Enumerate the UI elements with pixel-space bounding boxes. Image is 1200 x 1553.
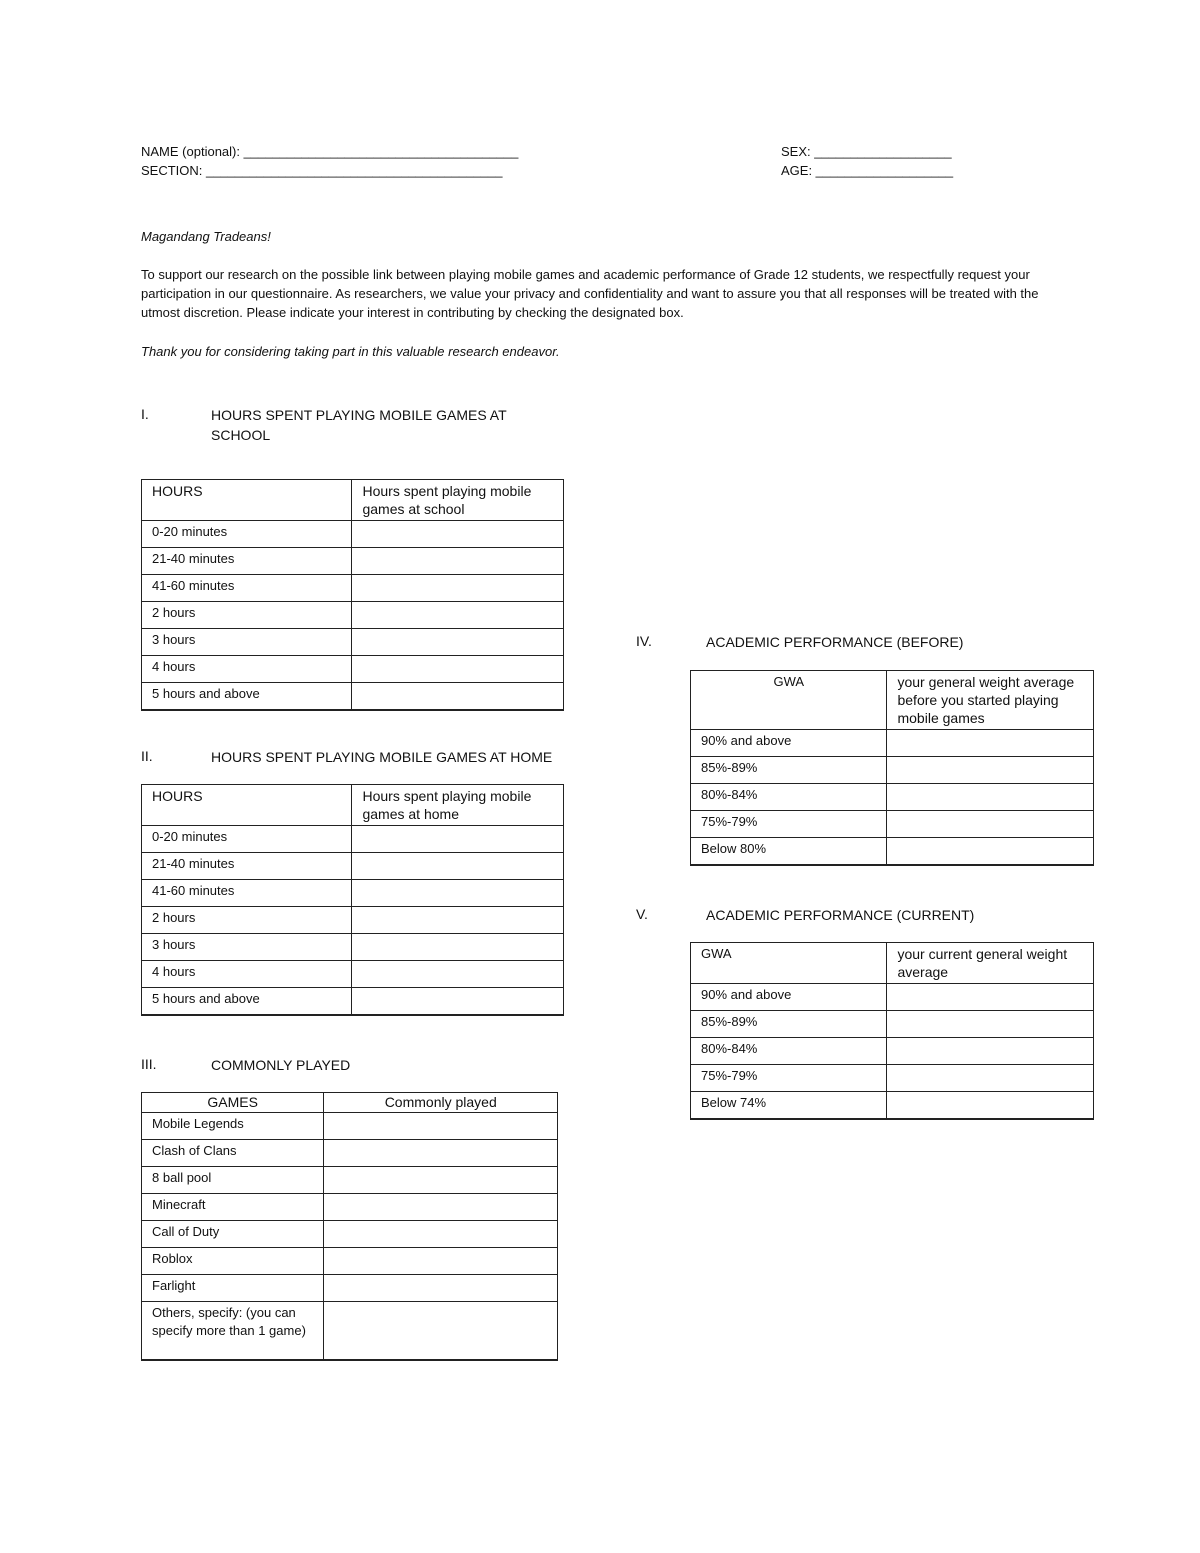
row-label: 21-40 minutes — [142, 853, 352, 880]
row-label: Farlight — [142, 1275, 324, 1302]
gwa-before-table — [690, 670, 1094, 866]
table-row — [142, 683, 564, 710]
row-label: 85%-89% — [691, 757, 887, 784]
table-row — [142, 988, 564, 1015]
table-row — [691, 984, 1094, 1011]
table-row — [142, 880, 564, 907]
answer-cell[interactable] — [324, 1140, 558, 1167]
table-header-row — [691, 671, 1094, 730]
answer-cell[interactable] — [352, 907, 564, 934]
answer-cell[interactable] — [887, 811, 1094, 838]
answer-cell[interactable] — [887, 784, 1094, 811]
table-row — [142, 826, 564, 853]
row-label: Minecraft — [142, 1194, 324, 1221]
games-table — [141, 1092, 558, 1361]
row-label: 5 hours and above — [142, 988, 352, 1015]
column-header: GWA — [691, 943, 887, 984]
table-header-row — [142, 480, 564, 521]
answer-cell[interactable] — [887, 838, 1094, 865]
answer-cell[interactable] — [352, 880, 564, 907]
row-label: 4 hours — [142, 656, 352, 683]
section-1-number: I. — [141, 406, 149, 422]
answer-cell[interactable] — [887, 1092, 1094, 1119]
column-header: HOURS — [142, 785, 352, 826]
table-row — [142, 934, 564, 961]
answer-cell[interactable] — [324, 1275, 558, 1302]
answer-cell[interactable] — [324, 1167, 558, 1194]
table-row — [142, 961, 564, 988]
row-label: Mobile Legends — [142, 1113, 324, 1140]
answer-cell[interactable] — [352, 853, 564, 880]
section-5-number: V. — [636, 906, 648, 922]
row-label: Below 74% — [691, 1092, 887, 1119]
table-row — [142, 548, 564, 575]
section-4-number: IV. — [636, 633, 652, 649]
age-field[interactable]: AGE: ___________________ — [781, 163, 954, 178]
row-label: 75%-79% — [691, 1065, 887, 1092]
table-header-row — [142, 1093, 558, 1113]
answer-cell[interactable] — [324, 1221, 558, 1248]
section-4-title: ACADEMIC PERFORMANCE (BEFORE) — [706, 634, 964, 650]
table-row — [142, 1302, 558, 1360]
table-row — [142, 1275, 558, 1302]
row-label: 41-60 minutes — [142, 575, 352, 602]
table-header-row — [691, 943, 1094, 984]
row-label: 90% and above — [691, 984, 887, 1011]
column-header: GAMES — [142, 1093, 324, 1113]
column-header: your general weight average before you started playing mobile games — [887, 671, 1094, 730]
row-label: 85%-89% — [691, 1011, 887, 1038]
column-header: your current general weight average — [887, 943, 1094, 984]
row-label: 75%-79% — [691, 811, 887, 838]
row-label: Others, specify: (you can specify more than 1 game) — [142, 1302, 324, 1360]
section-5-title: ACADEMIC PERFORMANCE (CURRENT) — [706, 907, 975, 923]
section-3-title: COMMONLY PLAYED — [211, 1057, 351, 1073]
name-field[interactable]: NAME (optional): ______________________________________ — [141, 144, 519, 159]
row-label: 21-40 minutes — [142, 548, 352, 575]
row-label: 2 hours — [142, 907, 352, 934]
answer-cell[interactable] — [352, 961, 564, 988]
section-field[interactable]: SECTION: _________________________________________ — [141, 163, 503, 178]
row-label: 80%-84% — [691, 784, 887, 811]
table-row — [142, 1221, 558, 1248]
section-2-number: II. — [141, 748, 153, 764]
row-label: 90% and above — [691, 730, 887, 757]
sex-field[interactable]: SEX: ___________________ — [781, 144, 952, 159]
table-row — [691, 1065, 1094, 1092]
row-label: Clash of Clans — [142, 1140, 324, 1167]
section-1-title-line1: HOURS SPENT PLAYING MOBILE GAMES AT — [211, 407, 507, 423]
table-row — [142, 1248, 558, 1275]
row-label: 41-60 minutes — [142, 880, 352, 907]
intro-paragraph: To support our research on the possible link between playing mobile games and academic performance of Grade 12 students, we respectfully request your participation in our questionnaire. As researchers, we value your privacy and confidentiality and want to assure you that all responses will be treated with the utmost discretion. Please indicate your interest in contributing by checking the designated box. — [141, 267, 1039, 320]
table-header-row — [142, 785, 564, 826]
school-hours-table — [141, 479, 564, 711]
answer-cell[interactable] — [324, 1113, 558, 1140]
table-row — [691, 757, 1094, 784]
column-header: Hours spent playing mobile games at home — [352, 785, 564, 826]
column-header: Hours spent playing mobile games at school — [352, 480, 564, 521]
answer-cell[interactable] — [352, 575, 564, 602]
row-label: 80%-84% — [691, 1038, 887, 1065]
table-row — [142, 656, 564, 683]
answer-cell[interactable] — [352, 629, 564, 656]
answer-cell[interactable] — [887, 1065, 1094, 1092]
row-label: Call of Duty — [142, 1221, 324, 1248]
answer-cell[interactable] — [887, 984, 1094, 1011]
answer-cell[interactable] — [352, 826, 564, 853]
row-label: 0-20 minutes — [142, 521, 352, 548]
table-row — [142, 1113, 558, 1140]
answer-cell[interactable] — [352, 934, 564, 961]
table-row — [142, 629, 564, 656]
section-1-title — [211, 405, 507, 445]
answer-cell[interactable] — [324, 1302, 558, 1360]
row-label: 3 hours — [142, 629, 352, 656]
table-row — [142, 575, 564, 602]
answer-cell[interactable] — [887, 1011, 1094, 1038]
row-label: 5 hours and above — [142, 683, 352, 710]
answer-cell[interactable] — [887, 730, 1094, 757]
row-label: 0-20 minutes — [142, 826, 352, 853]
table-row — [691, 1011, 1094, 1038]
row-label: 8 ball pool — [142, 1167, 324, 1194]
answer-cell[interactable] — [887, 1038, 1094, 1065]
greeting: Magandang Tradeans! — [141, 229, 271, 244]
table-row — [691, 811, 1094, 838]
home-hours-table — [141, 784, 564, 1016]
section-1-title-line2: SCHOOL — [211, 427, 271, 443]
row-label: 4 hours — [142, 961, 352, 988]
answer-cell[interactable] — [887, 757, 1094, 784]
table-row — [691, 730, 1094, 757]
answer-cell[interactable] — [324, 1194, 558, 1221]
gwa-current-table — [690, 942, 1094, 1120]
answer-cell[interactable] — [352, 521, 564, 548]
answer-cell[interactable] — [352, 683, 564, 710]
answer-cell[interactable] — [324, 1248, 558, 1275]
section-3-number: III. — [141, 1056, 157, 1072]
table-row — [142, 1140, 558, 1167]
column-header: GWA — [691, 671, 887, 730]
section-2-title: HOURS SPENT PLAYING MOBILE GAMES AT HOME — [211, 749, 553, 765]
table-row — [691, 784, 1094, 811]
table-row — [691, 1092, 1094, 1119]
row-label: Below 80% — [691, 838, 887, 865]
answer-cell[interactable] — [352, 548, 564, 575]
table-row — [691, 1038, 1094, 1065]
table-row — [142, 1194, 558, 1221]
row-label: Roblox — [142, 1248, 324, 1275]
table-row — [142, 602, 564, 629]
row-label: 2 hours — [142, 602, 352, 629]
table-row — [142, 907, 564, 934]
table-row — [142, 1167, 558, 1194]
answer-cell[interactable] — [352, 656, 564, 683]
table-row — [142, 521, 564, 548]
column-header: Commonly played — [324, 1093, 558, 1113]
answer-cell[interactable] — [352, 602, 564, 629]
thanks-text: Thank you for considering taking part in this valuable research endeavor. — [141, 344, 560, 359]
table-row — [142, 853, 564, 880]
row-label: 3 hours — [142, 934, 352, 961]
answer-cell[interactable] — [352, 988, 564, 1015]
table-row — [691, 838, 1094, 865]
column-header: HOURS — [142, 480, 352, 521]
